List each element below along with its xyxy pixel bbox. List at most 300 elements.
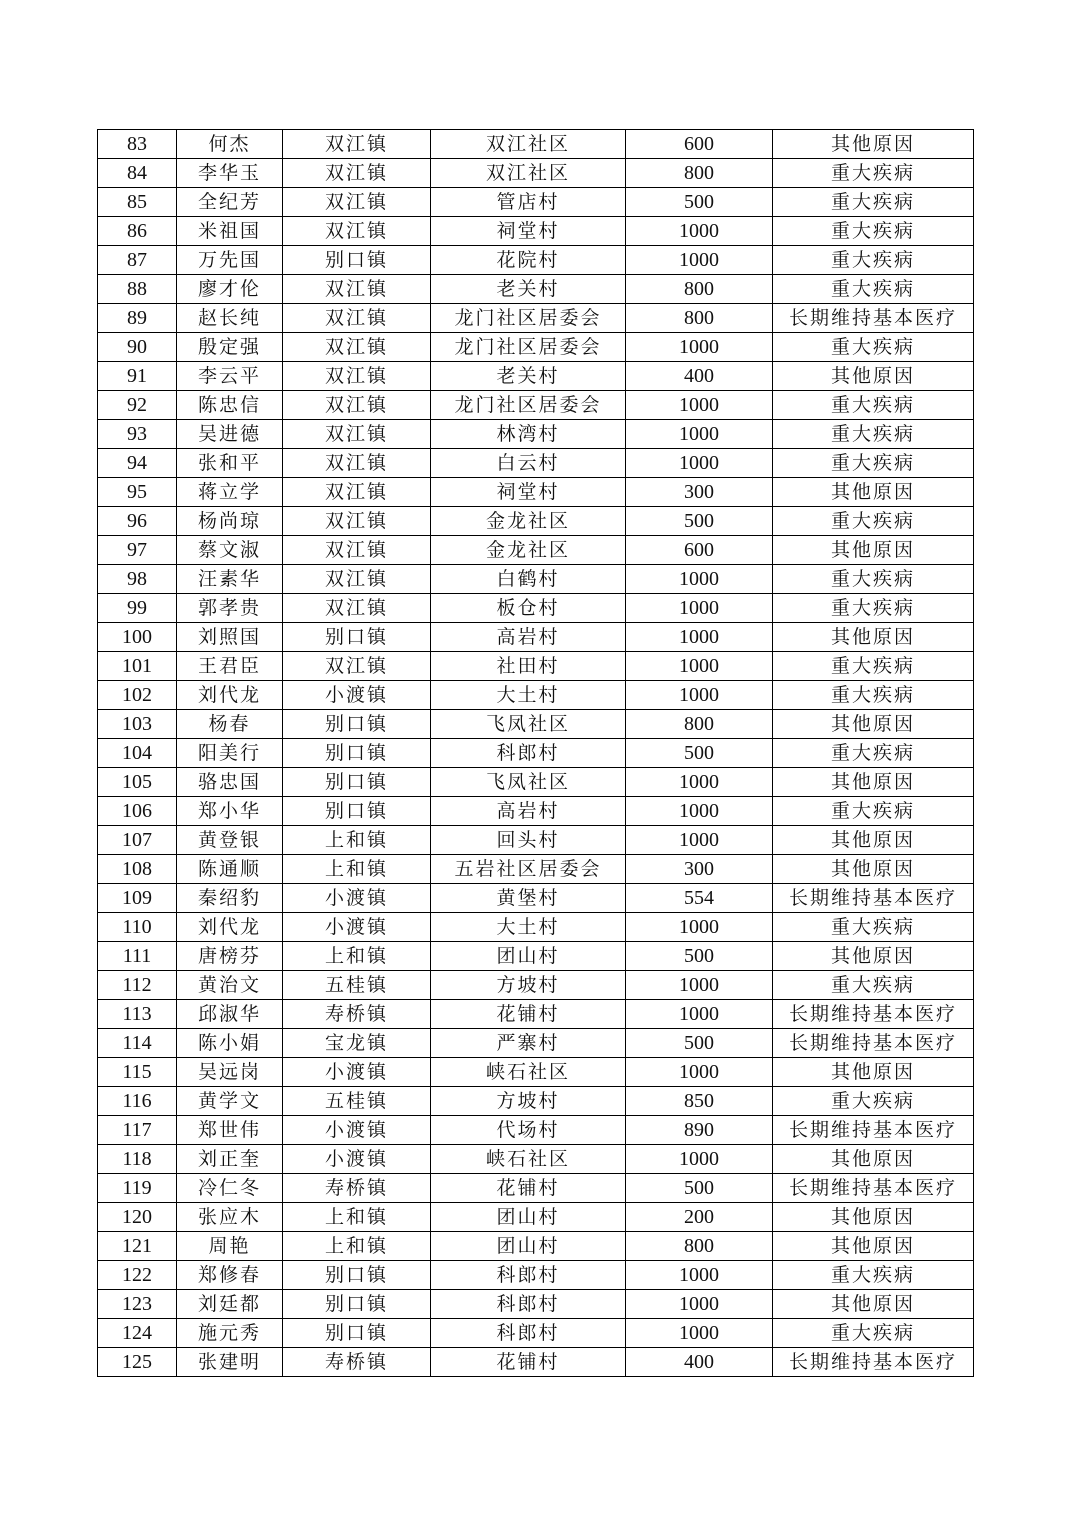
row-number-cell: 108 [98, 855, 177, 884]
table-row [98, 1261, 974, 1290]
reason-cell: 长期维持基本医疗 [773, 1029, 974, 1058]
recipient-name-cell: 刘廷都 [177, 1290, 283, 1319]
village-cell: 科郎村 [431, 739, 626, 768]
recipient-name-cell: 何杰 [177, 130, 283, 159]
recipient-name-cell: 刘正奎 [177, 1145, 283, 1174]
row-number-cell: 87 [98, 246, 177, 275]
amount-cell: 1000 [626, 391, 773, 420]
town-cell: 双江镇 [283, 507, 431, 536]
amount-cell: 1000 [626, 623, 773, 652]
row-number-cell: 102 [98, 681, 177, 710]
recipient-name-cell: 吴进德 [177, 420, 283, 449]
table-row [98, 449, 974, 478]
town-cell: 寿桥镇 [283, 1000, 431, 1029]
town-cell: 小渡镇 [283, 884, 431, 913]
table-row [98, 1203, 974, 1232]
recipient-name-cell: 杨春 [177, 710, 283, 739]
reason-cell: 其他原因 [773, 710, 974, 739]
table-row [98, 304, 974, 333]
row-number-cell: 86 [98, 217, 177, 246]
table-row [98, 1116, 974, 1145]
reason-cell: 长期维持基本医疗 [773, 1000, 974, 1029]
row-number-cell: 83 [98, 130, 177, 159]
row-number-cell: 116 [98, 1087, 177, 1116]
village-cell: 板仓村 [431, 594, 626, 623]
table-row [98, 652, 974, 681]
amount-cell: 200 [626, 1203, 773, 1232]
village-cell: 方坡村 [431, 971, 626, 1000]
amount-cell: 500 [626, 188, 773, 217]
row-number-cell: 117 [98, 1116, 177, 1145]
amount-cell: 400 [626, 362, 773, 391]
reason-cell: 其他原因 [773, 768, 974, 797]
village-cell: 管店村 [431, 188, 626, 217]
town-cell: 双江镇 [283, 391, 431, 420]
recipient-name-cell: 李华玉 [177, 159, 283, 188]
table-row [98, 594, 974, 623]
village-cell: 大土村 [431, 913, 626, 942]
recipient-name-cell: 李云平 [177, 362, 283, 391]
village-cell: 科郎村 [431, 1319, 626, 1348]
row-number-cell: 115 [98, 1058, 177, 1087]
reason-cell: 其他原因 [773, 1290, 974, 1319]
village-cell: 祠堂村 [431, 478, 626, 507]
amount-cell: 1000 [626, 797, 773, 826]
amount-cell: 1000 [626, 449, 773, 478]
recipient-name-cell: 冷仁冬 [177, 1174, 283, 1203]
town-cell: 别口镇 [283, 1290, 431, 1319]
town-cell: 双江镇 [283, 594, 431, 623]
amount-cell: 400 [626, 1348, 773, 1377]
reason-cell: 其他原因 [773, 1145, 974, 1174]
recipient-name-cell: 郑世伟 [177, 1116, 283, 1145]
town-cell: 双江镇 [283, 304, 431, 333]
reason-cell: 其他原因 [773, 536, 974, 565]
amount-cell: 300 [626, 855, 773, 884]
reason-cell: 其他原因 [773, 623, 974, 652]
row-number-cell: 106 [98, 797, 177, 826]
reason-cell: 重大疾病 [773, 333, 974, 362]
town-cell: 上和镇 [283, 855, 431, 884]
recipient-name-cell: 蔡文淑 [177, 536, 283, 565]
amount-cell: 1000 [626, 971, 773, 1000]
village-cell: 金龙社区 [431, 536, 626, 565]
village-cell: 飞凤社区 [431, 768, 626, 797]
village-cell: 白云村 [431, 449, 626, 478]
town-cell: 别口镇 [283, 797, 431, 826]
village-cell: 双江社区 [431, 130, 626, 159]
village-cell: 团山村 [431, 942, 626, 971]
reason-cell: 其他原因 [773, 942, 974, 971]
recipient-name-cell: 张应木 [177, 1203, 283, 1232]
amount-cell: 1000 [626, 246, 773, 275]
row-number-cell: 99 [98, 594, 177, 623]
table-row [98, 1087, 974, 1116]
town-cell: 上和镇 [283, 1203, 431, 1232]
recipient-name-cell: 米祖国 [177, 217, 283, 246]
village-cell: 白鹤村 [431, 565, 626, 594]
amount-cell: 1000 [626, 594, 773, 623]
assistance-roster-table [97, 129, 974, 1377]
recipient-name-cell: 郑修春 [177, 1261, 283, 1290]
row-number-cell: 85 [98, 188, 177, 217]
amount-cell: 1000 [626, 681, 773, 710]
recipient-name-cell: 陈小娟 [177, 1029, 283, 1058]
row-number-cell: 120 [98, 1203, 177, 1232]
amount-cell: 500 [626, 1029, 773, 1058]
village-cell: 花院村 [431, 246, 626, 275]
village-cell: 飞凤社区 [431, 710, 626, 739]
reason-cell: 其他原因 [773, 1203, 974, 1232]
recipient-name-cell: 刘代龙 [177, 913, 283, 942]
row-number-cell: 122 [98, 1261, 177, 1290]
amount-cell: 1000 [626, 1319, 773, 1348]
town-cell: 双江镇 [283, 362, 431, 391]
amount-cell: 1000 [626, 565, 773, 594]
village-cell: 龙门社区居委会 [431, 333, 626, 362]
recipient-name-cell: 廖才伦 [177, 275, 283, 304]
reason-cell: 重大疾病 [773, 507, 974, 536]
village-cell: 严寨村 [431, 1029, 626, 1058]
table-row [98, 536, 974, 565]
recipient-name-cell: 郑小华 [177, 797, 283, 826]
amount-cell: 1000 [626, 768, 773, 797]
row-number-cell: 121 [98, 1232, 177, 1261]
table-row [98, 130, 974, 159]
table-row [98, 1029, 974, 1058]
amount-cell: 800 [626, 159, 773, 188]
reason-cell: 重大疾病 [773, 971, 974, 1000]
reason-cell: 其他原因 [773, 1058, 974, 1087]
table-row [98, 1174, 974, 1203]
recipient-name-cell: 张建明 [177, 1348, 283, 1377]
amount-cell: 500 [626, 507, 773, 536]
village-cell: 金龙社区 [431, 507, 626, 536]
village-cell: 花铺村 [431, 1000, 626, 1029]
amount-cell: 300 [626, 478, 773, 507]
row-number-cell: 93 [98, 420, 177, 449]
town-cell: 五桂镇 [283, 971, 431, 1000]
reason-cell: 重大疾病 [773, 797, 974, 826]
amount-cell: 800 [626, 275, 773, 304]
row-number-cell: 100 [98, 623, 177, 652]
amount-cell: 1000 [626, 217, 773, 246]
town-cell: 双江镇 [283, 449, 431, 478]
recipient-name-cell: 郭孝贵 [177, 594, 283, 623]
recipient-name-cell: 王君臣 [177, 652, 283, 681]
table-row [98, 391, 974, 420]
recipient-name-cell: 陈通顺 [177, 855, 283, 884]
town-cell: 双江镇 [283, 536, 431, 565]
village-cell: 社田村 [431, 652, 626, 681]
amount-cell: 800 [626, 1232, 773, 1261]
row-number-cell: 113 [98, 1000, 177, 1029]
row-number-cell: 84 [98, 159, 177, 188]
row-number-cell: 101 [98, 652, 177, 681]
reason-cell: 其他原因 [773, 1232, 974, 1261]
table-row [98, 565, 974, 594]
amount-cell: 1000 [626, 1290, 773, 1319]
village-cell: 龙门社区居委会 [431, 304, 626, 333]
town-cell: 五桂镇 [283, 1087, 431, 1116]
amount-cell: 1000 [626, 826, 773, 855]
reason-cell: 长期维持基本医疗 [773, 884, 974, 913]
town-cell: 双江镇 [283, 159, 431, 188]
reason-cell: 重大疾病 [773, 652, 974, 681]
recipient-name-cell: 刘代龙 [177, 681, 283, 710]
table-row [98, 797, 974, 826]
village-cell: 峡石社区 [431, 1145, 626, 1174]
reason-cell: 重大疾病 [773, 739, 974, 768]
table-row [98, 217, 974, 246]
row-number-cell: 112 [98, 971, 177, 1000]
reason-cell: 长期维持基本医疗 [773, 1348, 974, 1377]
town-cell: 别口镇 [283, 1261, 431, 1290]
row-number-cell: 88 [98, 275, 177, 304]
table-row [98, 942, 974, 971]
table-row [98, 826, 974, 855]
recipient-name-cell: 赵长纯 [177, 304, 283, 333]
row-number-cell: 111 [98, 942, 177, 971]
amount-cell: 890 [626, 1116, 773, 1145]
town-cell: 双江镇 [283, 652, 431, 681]
row-number-cell: 119 [98, 1174, 177, 1203]
reason-cell: 重大疾病 [773, 246, 974, 275]
table-row [98, 507, 974, 536]
amount-cell: 800 [626, 710, 773, 739]
amount-cell: 850 [626, 1087, 773, 1116]
row-number-cell: 97 [98, 536, 177, 565]
town-cell: 别口镇 [283, 739, 431, 768]
village-cell: 祠堂村 [431, 217, 626, 246]
amount-cell: 500 [626, 1174, 773, 1203]
recipient-name-cell: 邱淑华 [177, 1000, 283, 1029]
recipient-name-cell: 汪素华 [177, 565, 283, 594]
table-row [98, 1058, 974, 1087]
row-number-cell: 103 [98, 710, 177, 739]
village-cell: 大土村 [431, 681, 626, 710]
table-row [98, 855, 974, 884]
town-cell: 小渡镇 [283, 1145, 431, 1174]
reason-cell: 长期维持基本医疗 [773, 304, 974, 333]
town-cell: 双江镇 [283, 420, 431, 449]
amount-cell: 1000 [626, 1261, 773, 1290]
town-cell: 小渡镇 [283, 913, 431, 942]
row-number-cell: 90 [98, 333, 177, 362]
table-row [98, 1000, 974, 1029]
recipient-name-cell: 骆忠国 [177, 768, 283, 797]
table-row [98, 710, 974, 739]
recipient-name-cell: 秦绍豹 [177, 884, 283, 913]
amount-cell: 1000 [626, 420, 773, 449]
table-row [98, 246, 974, 275]
town-cell: 双江镇 [283, 565, 431, 594]
recipient-name-cell: 全纪芳 [177, 188, 283, 217]
table-row [98, 159, 974, 188]
recipient-name-cell: 张和平 [177, 449, 283, 478]
table-row [98, 768, 974, 797]
town-cell: 双江镇 [283, 333, 431, 362]
reason-cell: 重大疾病 [773, 275, 974, 304]
amount-cell: 1000 [626, 652, 773, 681]
town-cell: 别口镇 [283, 623, 431, 652]
village-cell: 团山村 [431, 1232, 626, 1261]
town-cell: 小渡镇 [283, 1058, 431, 1087]
village-cell: 团山村 [431, 1203, 626, 1232]
row-number-cell: 98 [98, 565, 177, 594]
reason-cell: 重大疾病 [773, 1087, 974, 1116]
town-cell: 上和镇 [283, 826, 431, 855]
row-number-cell: 125 [98, 1348, 177, 1377]
row-number-cell: 123 [98, 1290, 177, 1319]
town-cell: 双江镇 [283, 217, 431, 246]
reason-cell: 长期维持基本医疗 [773, 1174, 974, 1203]
recipient-name-cell: 杨尚琼 [177, 507, 283, 536]
town-cell: 双江镇 [283, 275, 431, 304]
table-row [98, 1232, 974, 1261]
reason-cell: 重大疾病 [773, 565, 974, 594]
table-row [98, 333, 974, 362]
recipient-name-cell: 吴远岗 [177, 1058, 283, 1087]
village-cell: 老关村 [431, 275, 626, 304]
village-cell: 高岩村 [431, 623, 626, 652]
row-number-cell: 118 [98, 1145, 177, 1174]
reason-cell: 其他原因 [773, 130, 974, 159]
village-cell: 峡石社区 [431, 1058, 626, 1087]
amount-cell: 500 [626, 942, 773, 971]
town-cell: 小渡镇 [283, 1116, 431, 1145]
reason-cell: 重大疾病 [773, 159, 974, 188]
row-number-cell: 92 [98, 391, 177, 420]
village-cell: 方坡村 [431, 1087, 626, 1116]
recipient-name-cell: 唐榜芬 [177, 942, 283, 971]
reason-cell: 重大疾病 [773, 1261, 974, 1290]
village-cell: 黄堡村 [431, 884, 626, 913]
amount-cell: 1000 [626, 913, 773, 942]
table-row [98, 681, 974, 710]
row-number-cell: 96 [98, 507, 177, 536]
table-row [98, 1145, 974, 1174]
town-cell: 别口镇 [283, 1319, 431, 1348]
reason-cell: 其他原因 [773, 826, 974, 855]
amount-cell: 1000 [626, 333, 773, 362]
row-number-cell: 94 [98, 449, 177, 478]
recipient-name-cell: 黄学文 [177, 1087, 283, 1116]
town-cell: 别口镇 [283, 768, 431, 797]
row-number-cell: 89 [98, 304, 177, 333]
table-row [98, 362, 974, 391]
recipient-name-cell: 万先国 [177, 246, 283, 275]
row-number-cell: 95 [98, 478, 177, 507]
amount-cell: 800 [626, 304, 773, 333]
village-cell: 五岩社区居委会 [431, 855, 626, 884]
table-row [98, 188, 974, 217]
table-row [98, 1348, 974, 1377]
reason-cell: 重大疾病 [773, 681, 974, 710]
recipient-name-cell: 阳美行 [177, 739, 283, 768]
village-cell: 龙门社区居委会 [431, 391, 626, 420]
recipient-name-cell: 蒋立学 [177, 478, 283, 507]
village-cell: 科郎村 [431, 1290, 626, 1319]
village-cell: 老关村 [431, 362, 626, 391]
table-row [98, 1319, 974, 1348]
table-row [98, 884, 974, 913]
recipient-name-cell: 黄治文 [177, 971, 283, 1000]
village-cell: 高岩村 [431, 797, 626, 826]
reason-cell: 重大疾病 [773, 594, 974, 623]
recipient-name-cell: 陈忠信 [177, 391, 283, 420]
table-row [98, 1290, 974, 1319]
row-number-cell: 109 [98, 884, 177, 913]
amount-cell: 500 [626, 739, 773, 768]
row-number-cell: 107 [98, 826, 177, 855]
town-cell: 寿桥镇 [283, 1174, 431, 1203]
table-row [98, 420, 974, 449]
town-cell: 别口镇 [283, 246, 431, 275]
town-cell: 上和镇 [283, 1232, 431, 1261]
row-number-cell: 114 [98, 1029, 177, 1058]
town-cell: 小渡镇 [283, 681, 431, 710]
amount-cell: 554 [626, 884, 773, 913]
reason-cell: 其他原因 [773, 362, 974, 391]
row-number-cell: 104 [98, 739, 177, 768]
recipient-name-cell: 黄登银 [177, 826, 283, 855]
row-number-cell: 110 [98, 913, 177, 942]
roster-body [98, 130, 974, 1377]
reason-cell: 重大疾病 [773, 188, 974, 217]
reason-cell: 其他原因 [773, 478, 974, 507]
amount-cell: 1000 [626, 1145, 773, 1174]
row-number-cell: 124 [98, 1319, 177, 1348]
village-cell: 花铺村 [431, 1174, 626, 1203]
recipient-name-cell: 刘照国 [177, 623, 283, 652]
recipient-name-cell: 施元秀 [177, 1319, 283, 1348]
reason-cell: 重大疾病 [773, 1319, 974, 1348]
town-cell: 双江镇 [283, 130, 431, 159]
reason-cell: 重大疾病 [773, 420, 974, 449]
table-row [98, 913, 974, 942]
town-cell: 宝龙镇 [283, 1029, 431, 1058]
row-number-cell: 91 [98, 362, 177, 391]
reason-cell: 重大疾病 [773, 449, 974, 478]
village-cell: 林湾村 [431, 420, 626, 449]
amount-cell: 600 [626, 130, 773, 159]
amount-cell: 1000 [626, 1058, 773, 1087]
village-cell: 科郎村 [431, 1261, 626, 1290]
reason-cell: 其他原因 [773, 855, 974, 884]
table-row [98, 971, 974, 1000]
village-cell: 花铺村 [431, 1348, 626, 1377]
village-cell: 回头村 [431, 826, 626, 855]
amount-cell: 600 [626, 536, 773, 565]
row-number-cell: 105 [98, 768, 177, 797]
reason-cell: 重大疾病 [773, 913, 974, 942]
reason-cell: 重大疾病 [773, 391, 974, 420]
amount-cell: 1000 [626, 1000, 773, 1029]
recipient-name-cell: 周艳 [177, 1232, 283, 1261]
table-row [98, 478, 974, 507]
reason-cell: 长期维持基本医疗 [773, 1116, 974, 1145]
table-row [98, 275, 974, 304]
town-cell: 双江镇 [283, 478, 431, 507]
village-cell: 双江社区 [431, 159, 626, 188]
town-cell: 寿桥镇 [283, 1348, 431, 1377]
recipient-name-cell: 殷定强 [177, 333, 283, 362]
town-cell: 双江镇 [283, 188, 431, 217]
town-cell: 上和镇 [283, 942, 431, 971]
town-cell: 别口镇 [283, 710, 431, 739]
village-cell: 代场村 [431, 1116, 626, 1145]
